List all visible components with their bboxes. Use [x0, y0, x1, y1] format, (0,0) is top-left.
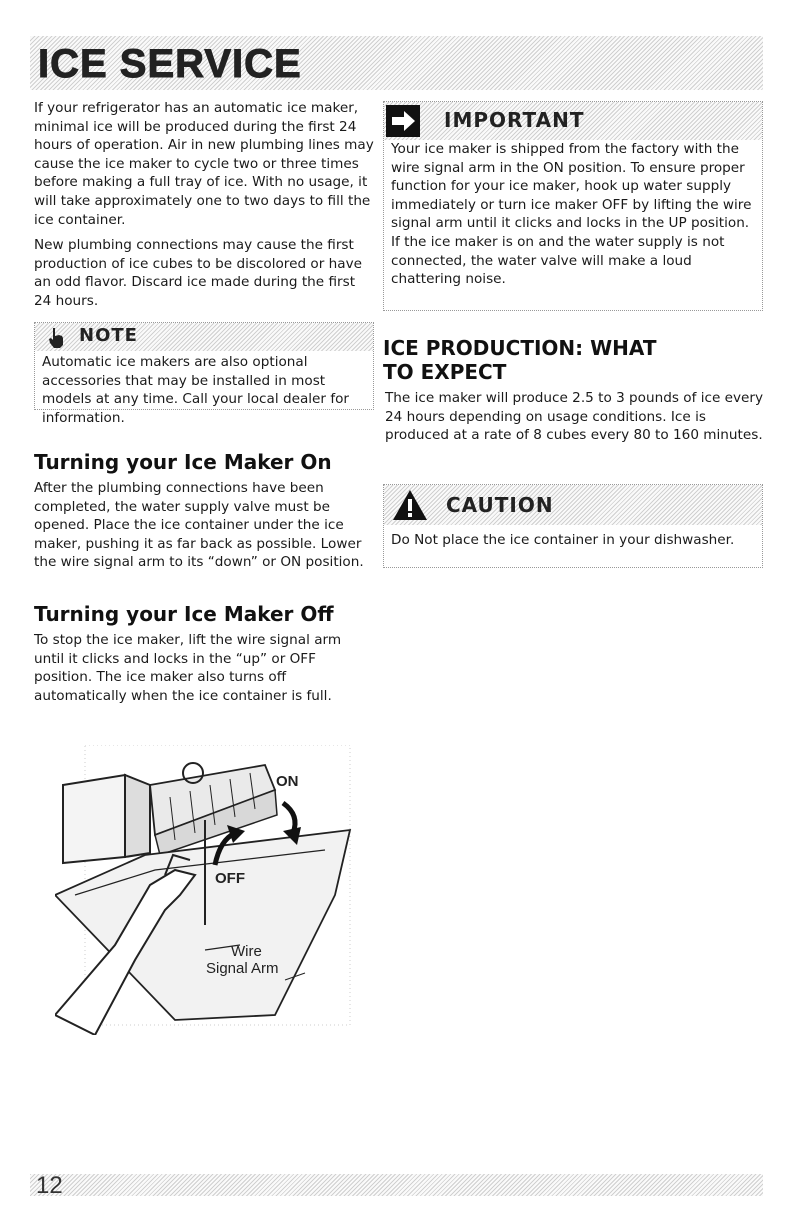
label-signal-arm: Signal Arm	[206, 960, 279, 977]
page-number: 12	[36, 1172, 63, 1199]
note-body: Automatic ice makers are also optional accessories that may be installed in most models at any time. Call your local dealer for information.	[42, 354, 350, 426]
production-body: The ice maker will produce 2.5 to 3 pounds of ice every 24 hours depending on usage conditions. Ice is produced at a rate of 8 cubes every 80 to 160 minutes.	[385, 390, 764, 444]
section-banner	[30, 36, 763, 90]
arrow-right-icon	[386, 105, 420, 137]
note-header	[35, 323, 373, 351]
ice-maker-drawing	[55, 745, 355, 1035]
important-header	[384, 102, 762, 140]
intro-paragraph-1: If your refrigerator has an automatic ice maker, minimal ice will be produced during the first 24 hours of operation. Air in new plumbing lines may cause the ice maker to cycle two or three times before making a full tray of ice. With no usage, it will take approximately one to two days to fill the ice container.	[34, 100, 374, 228]
ice-maker-illustration	[55, 745, 355, 1035]
important-body: Your ice maker is shipped from the factory with the wire signal arm in the ON position. To ensure proper function for your ice maker, hook up water supply immediately or turn ice maker OFF by lifting the wire signal arm until it clicks and locks in the UP position. If the ice maker is on and the water supply is not connected, the water valve will make a loud chattering noise.	[391, 141, 752, 288]
note-box	[34, 322, 374, 426]
label-wire: Wire	[231, 943, 262, 960]
important-title: IMPORTANT	[444, 108, 585, 132]
intro-paragraph-2: New plumbing connections may cause the first production of ice cubes to be discolored or have an odd flavor. Discard ice made during the first 24 hours.	[34, 237, 362, 309]
production-heading-line1: ICE PRODUCTION: WHAT	[383, 336, 657, 360]
warning-triangle-icon	[392, 489, 428, 521]
page-title: ICE SERVICE	[38, 42, 302, 86]
section-heading-off: Turning your Ice Maker Off	[34, 602, 334, 626]
page-footer	[30, 1172, 763, 1199]
caution-box	[383, 484, 763, 568]
caution-title: CAUTION	[446, 493, 554, 517]
section-heading-on: Turning your Ice Maker On	[34, 450, 332, 474]
label-on: ON	[276, 773, 299, 790]
caution-header	[384, 485, 762, 525]
note-title: NOTE	[79, 325, 138, 346]
caution-body: Do Not place the ice container in your dishwasher.	[391, 532, 735, 548]
production-heading-line2: TO EXPECT	[383, 360, 507, 384]
section-body-off: To stop the ice maker, lift the wire signal arm until it clicks and locks in the “up” or OFF position. The ice maker also turns off automatically when the ice container is full.	[34, 632, 342, 704]
label-off: OFF	[215, 870, 245, 887]
hand-pointer-icon	[45, 326, 67, 350]
section-body-on: After the plumbing connections have been completed, the water supply valve must be opened. Place the ice container under the ice maker, pushing it as far back as possible. Lower the wire signal arm to its “down” or ON position.	[34, 480, 364, 571]
important-box	[383, 101, 763, 311]
